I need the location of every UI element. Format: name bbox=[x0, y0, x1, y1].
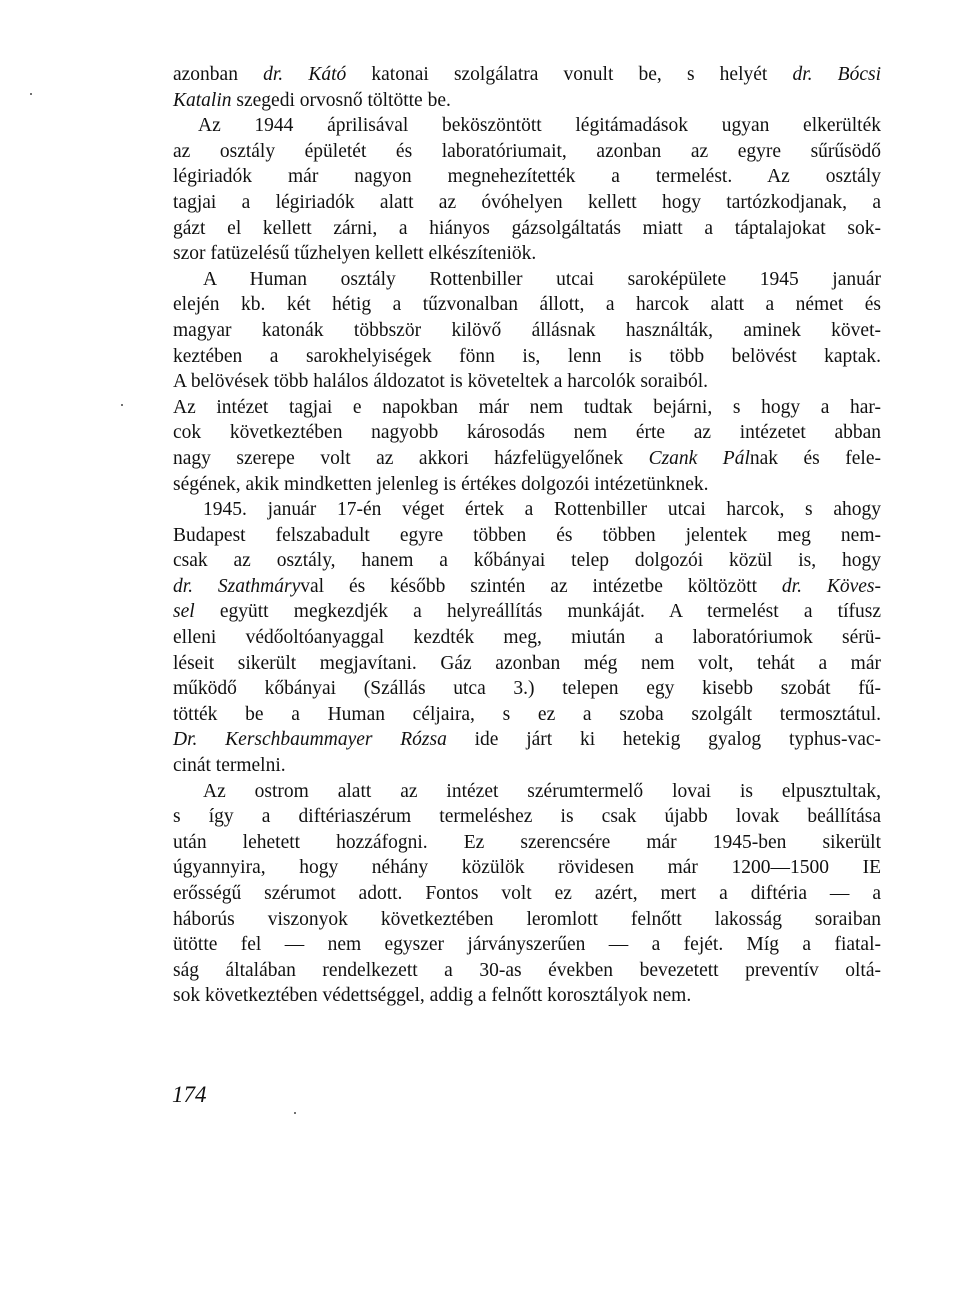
text-line bbox=[173, 779, 881, 805]
italic-name: Dr. Kerschbaummayer Rózsa bbox=[173, 729, 447, 751]
text-run: léseit sikerült megjavítani. Gáz azonban még nem volt, tehát a már bbox=[173, 652, 881, 674]
text-line bbox=[173, 907, 881, 933]
text-line bbox=[173, 625, 881, 651]
italic-name: sel bbox=[173, 601, 195, 623]
scan-speck bbox=[30, 93, 32, 95]
text-run: működő kőbányai (Szállás utca 3.) telepen egy kisebb szobát fű- bbox=[173, 678, 881, 700]
text-run: Az ostrom alatt az intézet szérumtermelő lovai is elpusztultak, bbox=[203, 780, 881, 802]
text-run: elleni védőoltóanyaggal kezdték meg, miután a laboratóriumok sérü- bbox=[173, 627, 881, 649]
scan-speck bbox=[121, 404, 123, 406]
text-line bbox=[173, 62, 881, 88]
text-line bbox=[173, 190, 881, 216]
text-run: sok következtében védettséggel, addig a felnőtt korosztályok nem. bbox=[173, 985, 692, 1007]
text-line bbox=[173, 267, 881, 293]
text-line bbox=[173, 548, 881, 574]
text-line bbox=[173, 241, 881, 267]
text-run: cok következtében nagyobb károsodás nem érte az intézetet abban bbox=[173, 422, 881, 444]
text-line bbox=[173, 164, 881, 190]
text-run: szor fatüzelésű tűzhelyen kellett elkészíteniök. bbox=[173, 243, 537, 265]
text-run: légiriadók már nagyon megnehezítették a termelést. Az osztály bbox=[173, 166, 881, 188]
text-line bbox=[173, 420, 881, 446]
text-run: úgyannyira, hogy néhány közülök rövidesen már 1200—1500 IE bbox=[173, 857, 881, 879]
text-run: katonai szolgálatra vonult be, s helyét bbox=[346, 64, 793, 85]
italic-name: dr. Kátó bbox=[263, 64, 347, 85]
text-run: ide járt ki hetekig gyalog typhus-vac- bbox=[446, 729, 882, 751]
italic-name: Katalin bbox=[173, 89, 232, 111]
text-run: nagy szerepe volt az akkori házfelügyelőnek bbox=[173, 447, 649, 469]
text-run: ségének, akik mindketten jelenleg is értékes dolgozói intézetünknek. bbox=[173, 473, 709, 495]
scan-speck bbox=[294, 1112, 296, 1114]
text-run: csak az osztály, hanem a kőbányai telep dolgozói közül is, hogy bbox=[173, 550, 881, 572]
text-run: Az intézet tagjai e napokban már nem tudtak bejárni, s hogy a har- bbox=[173, 396, 881, 418]
text-line bbox=[173, 497, 881, 523]
text-line bbox=[173, 881, 881, 907]
text-run: szegedi orvosnő töltötte be. bbox=[231, 89, 451, 111]
text-run: A belövések több halálos áldozatot is követeltek a harcolók soraiból. bbox=[173, 371, 709, 393]
text-run: együtt megkezdjék a helyreállítás munkáját. A termelést a tífusz bbox=[194, 601, 881, 623]
text-line bbox=[173, 344, 881, 370]
text-line bbox=[173, 830, 881, 856]
text-line bbox=[173, 472, 881, 498]
text-line bbox=[173, 727, 881, 753]
text-run: ság általában rendelkezett a 30-as években bevezetett preventív oltá- bbox=[173, 959, 881, 981]
text-run: magyar katonák többször kilövő állásnak használták, aminek követ- bbox=[173, 319, 881, 341]
text-run: ütötte fel — nem egyszer járványszerűen — a fejét. Míg a fiatal- bbox=[173, 934, 881, 956]
text-run: az osztály épületét és laboratóriumait, azonban az egyre sűrűsödő bbox=[173, 140, 881, 162]
text-line bbox=[173, 855, 881, 881]
text-run: Budapest felszabadult egyre többen és többen jelentek meg nem- bbox=[173, 524, 881, 546]
text-line bbox=[173, 318, 881, 344]
text-line bbox=[173, 983, 881, 1009]
text-run: val és később szintén az intézetbe költözött bbox=[300, 575, 782, 597]
text-line bbox=[173, 804, 881, 830]
body-text bbox=[173, 62, 881, 1009]
text-run: nak és fele- bbox=[749, 447, 881, 469]
text-line bbox=[173, 113, 881, 139]
italic-name: dr. Bócsi bbox=[792, 64, 882, 85]
italic-name: Czank Pál bbox=[648, 447, 750, 469]
text-line bbox=[173, 139, 881, 165]
text-run: tagjai a légiriadók alatt az óvóhelyen kellett hogy tartózkodjanak, a bbox=[173, 191, 881, 213]
text-line bbox=[173, 446, 881, 472]
page-number: 174 bbox=[172, 1082, 207, 1107]
text-run: elején kb. két hétig a tűzvonalban állott, a harcok alatt a német és bbox=[173, 294, 881, 316]
text-run: gázt el kellett zárni, a hiányos gázsolgáltatás miatt a táptalajokat sok- bbox=[173, 217, 881, 239]
text-line bbox=[173, 395, 881, 421]
text-run: háborús viszonyok következtében leromlott felnőtt lakosság soraiban bbox=[173, 908, 881, 930]
text-line bbox=[173, 599, 881, 625]
text-run: tötték be a Human céljaira, s ez a szoba szolgált termosztátul. bbox=[173, 703, 881, 725]
text-line bbox=[173, 753, 881, 779]
text-line bbox=[173, 651, 881, 677]
text-run: A Human osztály Rottenbiller utcai saroképülete 1945 január bbox=[203, 268, 881, 290]
text-run: 1945. január 17-én véget értek a Rottenbiller utcai harcok, s ahogy bbox=[203, 499, 881, 521]
text-run: keztében a sarokhelyiségek fönn is, lenn is több belövést kaptak. bbox=[173, 345, 881, 367]
text-line bbox=[173, 292, 881, 318]
text-run: Az 1944 áprilisával beköszöntött légitámadások ugyan elkerülték bbox=[198, 115, 881, 137]
text-line bbox=[173, 702, 881, 728]
text-run: erősségű szérumot adott. Fontos volt ez azért, mert a diftéria — a bbox=[173, 883, 881, 904]
text-line bbox=[173, 88, 881, 114]
text-run: után lehetett hozzáfogni. Ez szerencsére már 1945-ben sikerült bbox=[173, 831, 881, 853]
text-line bbox=[173, 574, 881, 600]
text-line bbox=[173, 369, 881, 395]
text-line bbox=[173, 216, 881, 242]
text-run: s így a diftériaszérum termeléshez is csak újabb lovak beállítása bbox=[173, 806, 881, 828]
italic-name: dr. Szathmáry bbox=[173, 575, 301, 597]
text-line bbox=[173, 958, 881, 984]
text-run: cinát termelni. bbox=[173, 755, 286, 777]
italic-name: dr. Köves- bbox=[781, 575, 881, 597]
text-line bbox=[173, 932, 881, 958]
text-line bbox=[173, 676, 881, 702]
text-run: azonban bbox=[173, 64, 264, 85]
text-line bbox=[173, 523, 881, 549]
